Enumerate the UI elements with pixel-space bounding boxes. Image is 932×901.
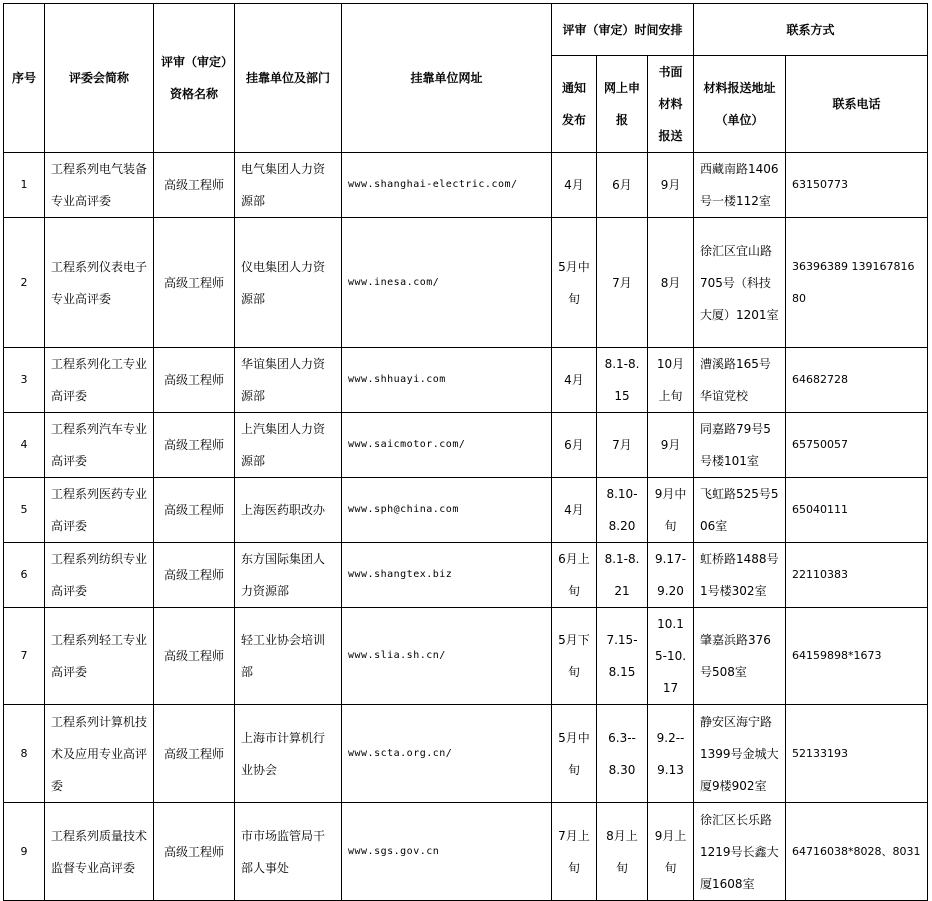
cell-website-link[interactable]: www.shanghai-electric.com/ (342, 153, 552, 218)
cell-committee: 工程系列仪表电子专业高评委 (45, 218, 154, 348)
cell-address: 虹桥路1488号1号楼302室 (694, 543, 786, 608)
cell-qualification: 高级工程师 (154, 705, 235, 803)
cell-committee: 工程系列电气装备专业高评委 (45, 153, 154, 218)
cell-unit: 仪电集团人力资源部 (235, 218, 342, 348)
cell-notice: 5月下旬 (552, 608, 597, 705)
cell-notice: 5月中旬 (552, 705, 597, 803)
header-online: 网上申报 (597, 56, 648, 153)
cell-phone: 64159898*1673 (786, 608, 928, 705)
table-row (4, 608, 928, 705)
cell-paper: 9月 (648, 153, 694, 218)
header-address: 材料报送地址（单位） (694, 56, 786, 153)
cell-seq: 6 (4, 543, 45, 608)
header-notice: 通知发布 (552, 56, 597, 153)
cell-paper: 9月中旬 (648, 478, 694, 543)
cell-website-link[interactable]: www.saicmotor.com/ (342, 413, 552, 478)
cell-online: 7月 (597, 218, 648, 348)
cell-address: 西藏南路1406号一楼112室 (694, 153, 786, 218)
cell-website-link[interactable]: www.shangtex.biz (342, 543, 552, 608)
header-website: 挂靠单位网址 (342, 4, 552, 153)
table-row (4, 348, 928, 413)
cell-committee: 工程系列纺织专业高评委 (45, 543, 154, 608)
cell-notice: 6月上旬 (552, 543, 597, 608)
cell-notice: 4月 (552, 348, 597, 413)
table-row (4, 153, 928, 218)
qualification-schedule-table (3, 3, 928, 901)
cell-paper: 10.15-10.17 (648, 608, 694, 705)
cell-paper: 8月 (648, 218, 694, 348)
cell-online: 8.1-8.21 (597, 543, 648, 608)
cell-qualification: 高级工程师 (154, 218, 235, 348)
cell-seq: 9 (4, 803, 45, 901)
cell-phone: 64682728 (786, 348, 928, 413)
cell-address: 飞虹路525号506室 (694, 478, 786, 543)
cell-unit: 东方国际集团人力资源部 (235, 543, 342, 608)
cell-phone: 52133193 (786, 705, 928, 803)
cell-phone: 65040111 (786, 478, 928, 543)
cell-notice: 5月中旬 (552, 218, 597, 348)
header-contact: 联系方式 (694, 4, 928, 56)
cell-qualification: 高级工程师 (154, 413, 235, 478)
cell-qualification: 高级工程师 (154, 608, 235, 705)
table-row (4, 705, 928, 803)
cell-paper: 10月上旬 (648, 348, 694, 413)
cell-seq: 3 (4, 348, 45, 413)
header-committee: 评委会简称 (45, 4, 154, 153)
cell-unit: 上海市计算机行业协会 (235, 705, 342, 803)
cell-website-link[interactable]: www.slia.sh.cn/ (342, 608, 552, 705)
cell-website-link[interactable]: www.sgs.gov.cn (342, 803, 552, 901)
table-row (4, 413, 928, 478)
cell-paper: 9月 (648, 413, 694, 478)
header-qualification: 评审（审定）资格名称 (154, 4, 235, 153)
cell-address: 徐汇区宜山路705号（科技大厦）1201室 (694, 218, 786, 348)
cell-website-link[interactable]: www.shhuayi.com (342, 348, 552, 413)
cell-paper: 9.17-9.20 (648, 543, 694, 608)
cell-website-link[interactable]: www.sph@china.com (342, 478, 552, 543)
cell-seq: 2 (4, 218, 45, 348)
header-unit: 挂靠单位及部门 (235, 4, 342, 153)
cell-committee: 工程系列轻工专业高评委 (45, 608, 154, 705)
cell-phone: 36396389 13916781680 (786, 218, 928, 348)
cell-qualification: 高级工程师 (154, 543, 235, 608)
cell-website-link[interactable]: www.inesa.com/ (342, 218, 552, 348)
table-row (4, 543, 928, 608)
cell-online: 6月 (597, 153, 648, 218)
cell-notice: 6月 (552, 413, 597, 478)
cell-paper: 9.2--9.13 (648, 705, 694, 803)
cell-address: 漕溪路165号华谊党校 (694, 348, 786, 413)
cell-online: 8.10-8.20 (597, 478, 648, 543)
cell-website-link[interactable]: www.scta.org.cn/ (342, 705, 552, 803)
cell-qualification: 高级工程师 (154, 153, 235, 218)
cell-phone: 63150773 (786, 153, 928, 218)
cell-address: 肇嘉浜路376号508室 (694, 608, 786, 705)
qualification-table-container (3, 3, 928, 901)
cell-phone: 65750057 (786, 413, 928, 478)
cell-seq: 7 (4, 608, 45, 705)
cell-qualification: 高级工程师 (154, 803, 235, 901)
cell-notice: 4月 (552, 478, 597, 543)
cell-committee: 工程系列化工专业高评委 (45, 348, 154, 413)
cell-qualification: 高级工程师 (154, 348, 235, 413)
cell-phone: 64716038*8028、8031 (786, 803, 928, 901)
cell-address: 静安区海宁路1399号金城大厦9楼902室 (694, 705, 786, 803)
cell-address: 同嘉路79号5号楼101室 (694, 413, 786, 478)
cell-seq: 8 (4, 705, 45, 803)
cell-address: 徐汇区长乐路1219号长鑫大厦1608室 (694, 803, 786, 901)
table-row (4, 478, 928, 543)
cell-online: 7月 (597, 413, 648, 478)
cell-online: 8月上旬 (597, 803, 648, 901)
cell-unit: 上海医药职改办 (235, 478, 342, 543)
cell-committee: 工程系列计算机技术及应用专业高评委 (45, 705, 154, 803)
table-row (4, 218, 928, 348)
cell-notice: 4月 (552, 153, 597, 218)
cell-unit: 轻工业协会培训部 (235, 608, 342, 705)
cell-online: 8.1-8.15 (597, 348, 648, 413)
cell-phone: 22110383 (786, 543, 928, 608)
cell-seq: 4 (4, 413, 45, 478)
cell-seq: 5 (4, 478, 45, 543)
cell-online: 7.15-8.15 (597, 608, 648, 705)
table-row (4, 803, 928, 901)
cell-online: 6.3--8.30 (597, 705, 648, 803)
cell-notice: 7月上旬 (552, 803, 597, 901)
header-phone: 联系电话 (786, 56, 928, 153)
cell-unit: 上汽集团人力资源部 (235, 413, 342, 478)
cell-committee: 工程系列汽车专业高评委 (45, 413, 154, 478)
cell-committee: 工程系列医药专业高评委 (45, 478, 154, 543)
cell-committee: 工程系列质量技术监督专业高评委 (45, 803, 154, 901)
header-schedule: 评审（审定）时间安排 (552, 4, 694, 56)
cell-qualification: 高级工程师 (154, 478, 235, 543)
cell-unit: 市市场监管局干部人事处 (235, 803, 342, 901)
cell-unit: 电气集团人力资源部 (235, 153, 342, 218)
header-seq: 序号 (4, 4, 45, 153)
header-paper: 书面材料报送 (648, 56, 694, 153)
cell-unit: 华谊集团人力资源部 (235, 348, 342, 413)
cell-paper: 9月上旬 (648, 803, 694, 901)
cell-seq: 1 (4, 153, 45, 218)
